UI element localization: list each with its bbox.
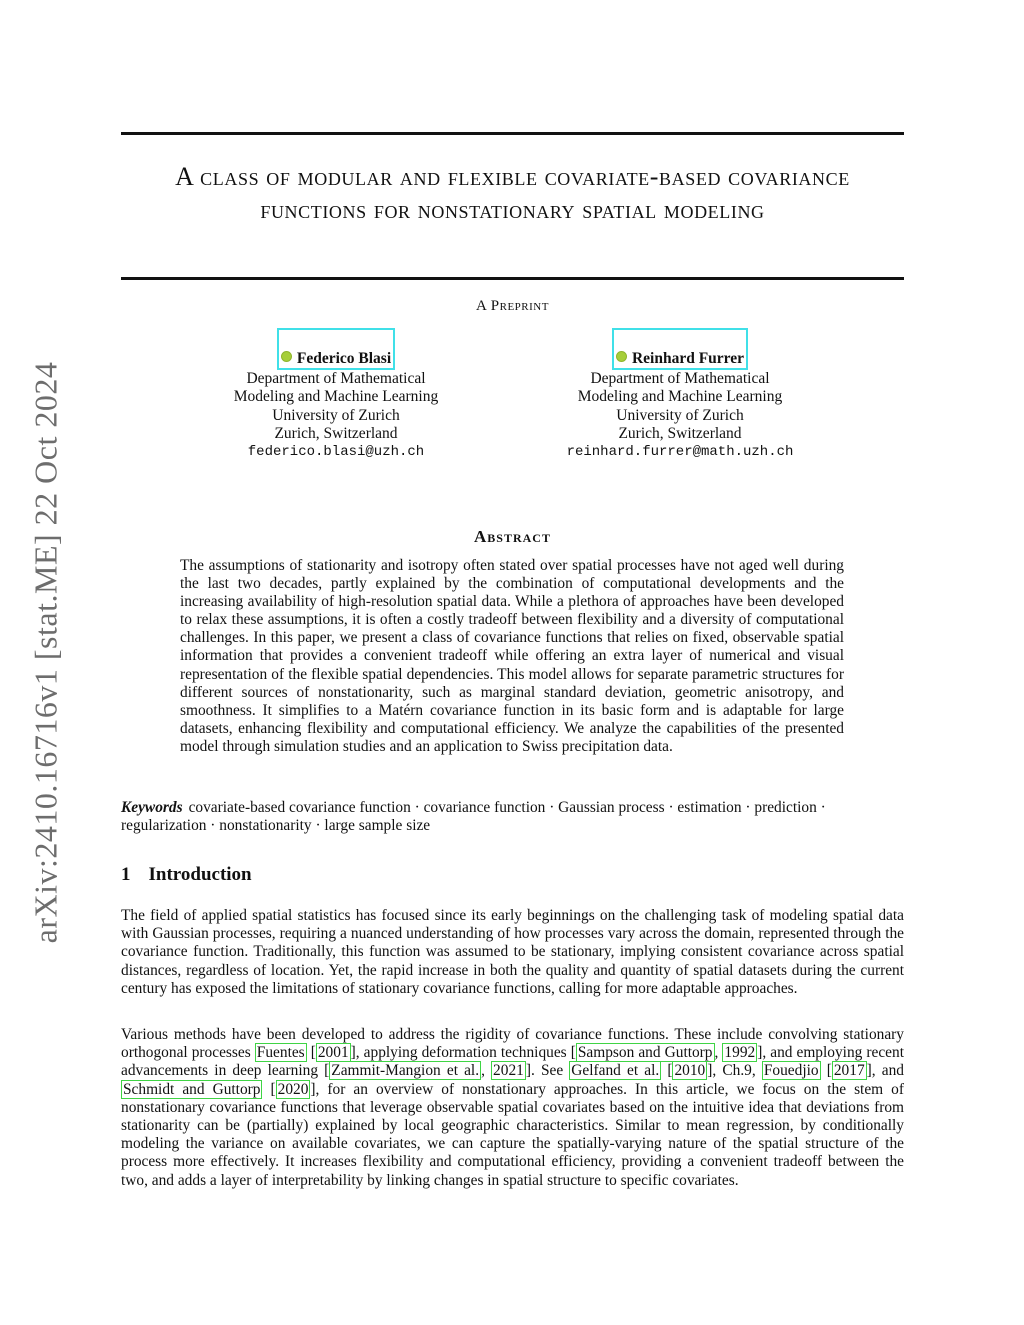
author-name-link[interactable] <box>612 328 748 370</box>
citation-link[interactable]: Fouedjio <box>763 1062 819 1080</box>
author-name-link[interactable] <box>277 328 395 370</box>
author-location: Zurich, Switzerland <box>274 424 398 442</box>
paragraph-text: ], Ch.9, <box>707 1062 762 1080</box>
intro-paragraph-2 <box>121 1026 904 1190</box>
author-name: Reinhard Furrer <box>631 350 745 367</box>
title-top-rule <box>121 132 904 135</box>
author-department-cont: Modeling and Machine Learning <box>233 388 439 406</box>
paragraph-text: [ <box>820 1062 832 1080</box>
arxiv-id-text: arXiv:2410.16716v1 [stat.ME] 22 Oct 2024 <box>27 361 64 943</box>
intro-paragraph-1: The field of applied spatial statistics has focused since its early beginnings on the challenging task of modeling spatial data with Gaussian processes, requiring a nuanced understanding of how processes vary across the domain, represented through the covariance function. Traditionally, this function was assumed to be stationary, implying consistent covariance across spatial distances, regardless of location. Yet, the rapid increase in both the quality and quantity of spatial datasets during the current century has exposed the limitations of stationary covariance functions, calling for more adaptable approaches. <box>121 907 904 997</box>
paragraph-text: ], and <box>866 1062 904 1080</box>
citation-link[interactable]: Gelfand et al. <box>571 1062 660 1080</box>
paragraph-text: [ <box>262 1080 276 1098</box>
title-bottom-rule <box>121 277 904 280</box>
citation-year-link[interactable]: 2001 <box>317 1044 349 1062</box>
abstract-heading: Abstract <box>474 527 551 546</box>
section-title: Introduction <box>148 864 252 885</box>
citation-year-link[interactable]: 2020 <box>277 1080 309 1098</box>
paragraph-text: , <box>481 1062 492 1080</box>
citation-year-link[interactable]: 2010 <box>674 1062 706 1080</box>
author-email[interactable]: reinhard.furrer@math.uzh.ch <box>566 444 794 461</box>
author-email[interactable]: federico.blasi@uzh.ch <box>247 444 425 461</box>
keywords-list: covariate-based covariance function · covariance function · Gaussian process · estimation · prediction · regularization · nonstationarity · large sample size <box>121 799 826 835</box>
paper-title: A class of modular and flexible covariate-based covariance functions for nonstationary spatial modeling <box>175 162 850 224</box>
citation-year-link[interactable]: 2021 <box>493 1062 524 1080</box>
author-block-2 <box>530 350 830 461</box>
author-department-cont: Modeling and Machine Learning <box>577 388 783 406</box>
citation-link[interactable]: Zammit-Mangion et al. <box>331 1062 480 1080</box>
citation-link[interactable]: Fuentes <box>256 1044 305 1062</box>
orcid-icon[interactable] <box>616 351 627 362</box>
paragraph-text: [ <box>306 1044 316 1062</box>
section-number: 1 <box>121 864 131 885</box>
keywords-block <box>121 799 904 835</box>
paragraph-text: ], for an overview of nonstationary approaches. In this article, we focus on the stem of nonstationary covariance functions that leverage observable spatial covariates based on the intuitive idea that deviations from stationarity can be (partially) explained by local geographic characteristics. Similar to mean regression, by conditionally modeling the variance on available covariates, we can capture the spatially-varying nature of the spatial structure of the process more effectively. It increases flexibility and computational efficiency, providing a convenient tradeoff between the two, and adds a layer of interpretability by linking changes in spatial structure to specific covariates. <box>121 1080 904 1189</box>
paragraph-text: [ <box>661 1062 673 1080</box>
paragraph-text: Various methods have been developed to address the rigidity of covariance functions. These include convolving stationary orthogonal processes <box>121 1026 904 1062</box>
paragraph-text: ], and employing recent advancements in deep learning [ <box>121 1044 904 1080</box>
abstract-body: The assumptions of stationarity and isotropy often stated over spatial processes have not aged well during the last two decades, partly explained by the combination of computational developments and the increasing availability of high-resolution spatial data. While a plethora of approaches have been developed to relax these assumptions, it is often a costly tradeoff between flexibility and a diversity of computational challenges. In this paper, we present a class of covariance functions that relies on fixed, observable spatial information that provides a convenient tradeoff while offering an extra layer of numerical and visual representation of the flexible spatial dependencies. This model allows for separate parametric structures for different sources of nonstationarity, such as marginal standard deviation, geometric anisotropy, and smoothness. It simplifies to a Matérn covariance function in its basic form and is adaptable for large datasets, enhancing flexibility and computational efficiency. We analyze the capabilities of the presented model through simulation studies and an application to Swiss precipitation data. <box>180 557 844 755</box>
author-name: Federico Blasi <box>296 350 392 367</box>
citation-link[interactable]: Sampson and Guttorp <box>577 1044 713 1062</box>
author-block-1 <box>186 350 486 461</box>
preprint-label: A Preprint <box>476 298 549 314</box>
arxiv-side-identifier <box>26 350 66 954</box>
paragraph-text: ], applying deformation techniques [ <box>350 1044 576 1062</box>
author-location: Zurich, Switzerland <box>618 424 742 442</box>
orcid-icon[interactable] <box>281 351 292 362</box>
keywords-label: Keywords <box>121 799 183 816</box>
author-department: Department of Mathematical <box>246 370 426 388</box>
citation-year-link[interactable]: 1992 <box>724 1044 756 1062</box>
section-heading <box>121 864 252 886</box>
author-department: Department of Mathematical <box>590 370 770 388</box>
citation-year-link[interactable]: 2017 <box>833 1062 865 1080</box>
paragraph-text: , <box>714 1044 723 1062</box>
author-university: University of Zurich <box>616 406 744 424</box>
citation-link[interactable]: Schmidt and Guttorp <box>123 1080 261 1098</box>
paragraph-text: ]. See <box>525 1062 570 1080</box>
author-university: University of Zurich <box>272 406 400 424</box>
